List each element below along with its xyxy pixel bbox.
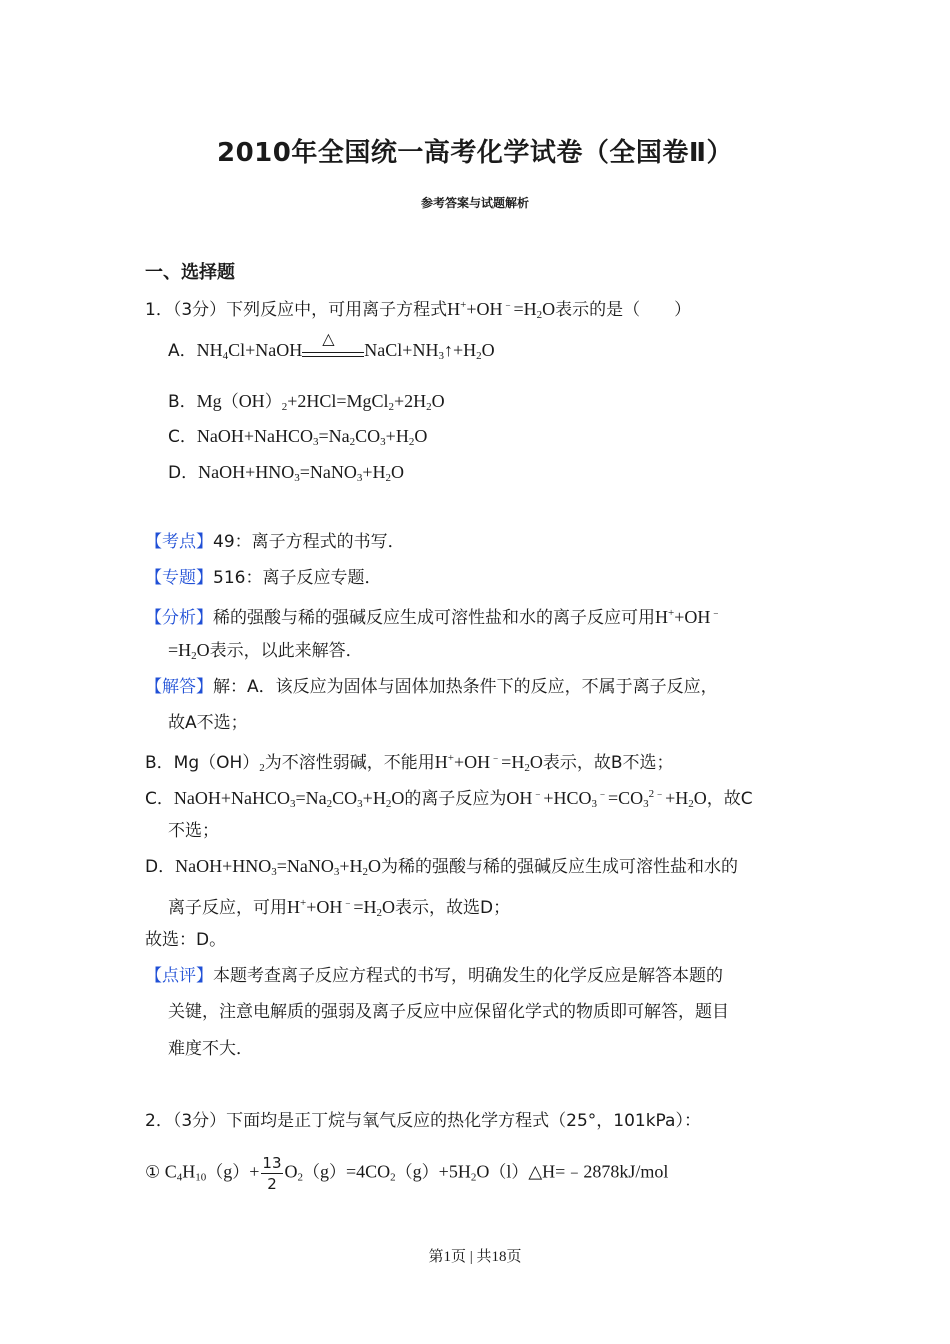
fenxi-line-2: $=H_2O$表示，以此来解答．	[168, 640, 363, 662]
question-1-stem: 1．（3分）下列反应中，可用离子方程式$H^++OH^﹣=H_2O$表示的是（ ）	[145, 299, 692, 321]
question-2-equation-1: ① $C_4H_{10}(g)+$ $\frac{13}{2}$ $O_2(g)=4CO_2(g)+5H_2O(l)\triangle H=﹣2878kJ$/mol	[145, 1154, 669, 1193]
section-heading: 一、选择题	[145, 262, 235, 283]
dianping-line-3: 难度不大．	[168, 1039, 253, 1059]
jieda-line-2: 故A不选；	[168, 713, 248, 733]
option-b: B．$Mg(OH)_2+2HCl=MgCl_2+2H_2O$	[168, 391, 445, 413]
fraction: $\frac{13}{2}$	[262, 1154, 282, 1193]
heat-equals-sign: △	[302, 342, 364, 362]
jieda-d-line-2: 离子反应，可用$H^++OH^﹣=H_2O$表示，故选D；	[168, 897, 511, 919]
jieda-line-1: 【解答】解：A．该反应为固体与固体加热条件下的反应，不属于离子反应，	[145, 677, 718, 697]
option-a: A．$NH_4Cl+NaOH$ △ $NaCl+NH_3↑+H_2O$	[168, 330, 495, 362]
page-subtitle: 参考答案与试题解析	[420, 196, 529, 210]
jieda-b-line: B．$Mg(OH)_2$为不溶性弱碱，不能用$H^++OH^﹣=H_2O$表示，故B不选；	[145, 752, 674, 774]
question-2-stem: 2．（3分）下面均是正丁烷与氧气反应的热化学方程式（25°，101kPa）：	[145, 1111, 701, 1131]
jieda-d-line-1: D．$NaOH+HNO_3=NaNO_3+H_2O$为稀的强酸与稀的强碱反应生成可溶性盐和水的	[145, 856, 739, 878]
jieda-c-line-2: 不选；	[168, 821, 219, 841]
dianping-line-2: 关键，注意电解质的强弱及离子反应中应保留化学式的物质即可解答，题目	[168, 1002, 729, 1022]
page-footer: 第1页 | 共18页	[428, 1249, 522, 1265]
page-title: 2010年全国统一高考化学试卷（全国卷Ⅱ）	[217, 138, 733, 168]
fenxi-line-1: 【分析】稀的强酸与稀的强碱反应生成可溶性盐和水的离子反应可用H++OH﹣	[145, 607, 722, 628]
option-c: C．$NaOH+NaHCO_3=Na_2CO_3+H_2O$	[168, 426, 428, 448]
dianping-line-1: 【点评】本题考查离子反应方程式的书写，明确发生的化学反应是解答本题的	[145, 966, 723, 986]
option-d: D．$NaOH+HNO_3=NaNO_3+H_2O$	[168, 462, 405, 484]
kaodian-line: 【考点】49：离子方程式的书写．	[145, 532, 405, 552]
zhuanti-line: 【专题】516：离子反应专题．	[145, 568, 382, 588]
jieda-c-line-1: C．$NaOH+NaHCO_3=Na_2CO_3+H_2O$的离子反应为$OH^﹣+HCO_3^﹣=CO_3^{2﹣}+H_2O$，故C	[145, 788, 753, 810]
final-answer: 故选：D。	[145, 930, 227, 950]
